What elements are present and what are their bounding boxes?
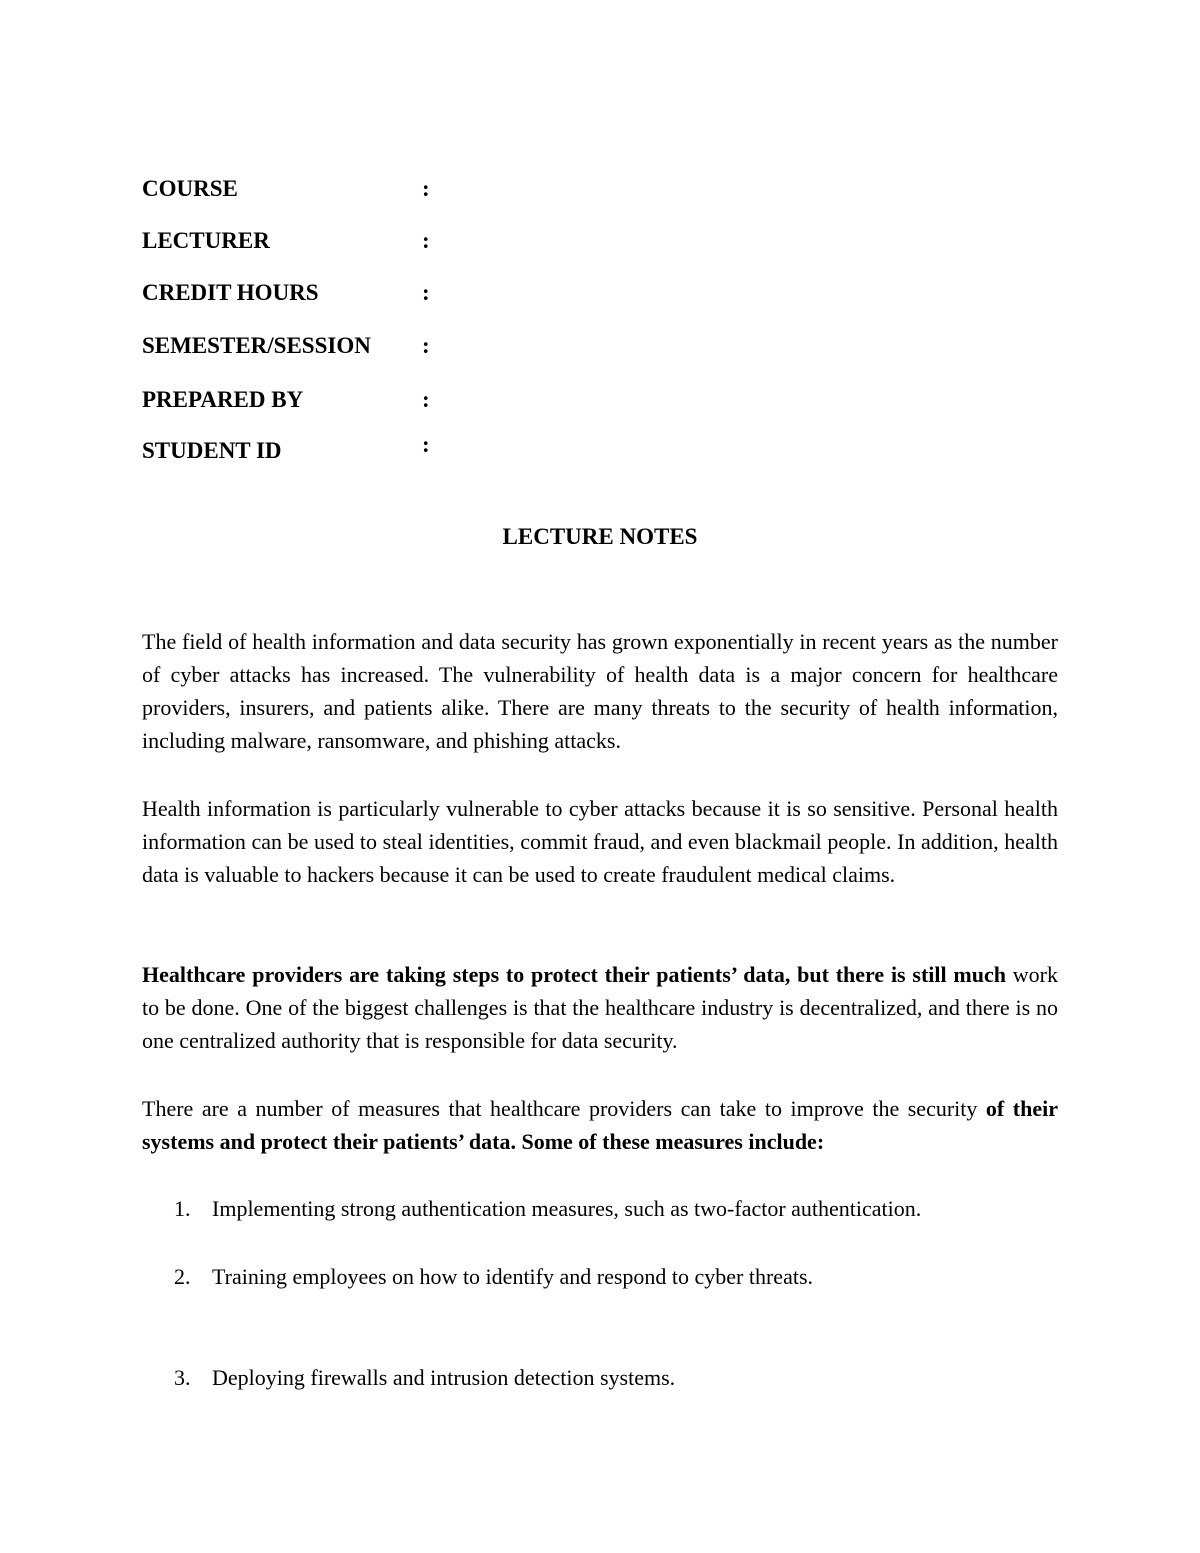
field-label: CREDIT HOURS [142, 280, 319, 305]
field-colon: : [422, 228, 430, 253]
list-text: Deploying firewalls and intrusion detection systems. [212, 1365, 676, 1390]
paragraph-challenges [142, 958, 1058, 1057]
list-number: 2. [174, 1264, 191, 1289]
list-number: 3. [174, 1365, 191, 1390]
field-colon: : [422, 280, 430, 305]
field-colon: : [422, 387, 430, 412]
field-colon: : [422, 176, 430, 201]
paragraph-regular-text: work to be done. One of the biggest challenges is that the healthcare industry is decentralized, and there is no one centralized authority that is responsible for data security. [142, 962, 1058, 1053]
field-label: COURSE [142, 176, 238, 201]
list-text: Training employees on how to identify and respond to cyber threats. [212, 1264, 814, 1289]
field-colon: : [422, 432, 430, 457]
field-colon: : [422, 333, 430, 358]
field-label: PREPARED BY [142, 387, 304, 412]
list-item [174, 1192, 1054, 1225]
paragraph-bold-text: of their systems and protect their patients’ data. Some of these measures include: [142, 1096, 1058, 1154]
field-label: LECTURER [142, 228, 270, 253]
paragraph-intro: The field of health information and data security has grown exponentially in recent years as the number of cyber attacks has increased. The vulnerability of health data is a major concern for healthcare providers, insurers, and patients alike. There are many threats to the security of health information, including malware, ransomware, and phishing attacks. [142, 629, 1058, 753]
paragraph-vulnerability: Health information is particularly vulnerable to cyber attacks because it is so sensitive. Personal health information can be used to steal identities, commit fraud, and even blackmail people. In addition, health data is valuable to hackers because it can be used to create fraudulent medical claims. [142, 796, 1058, 887]
list-text: Implementing strong authentication measures, such as two-factor authentication. [212, 1196, 922, 1221]
field-label: SEMESTER/SESSION [142, 333, 371, 358]
paragraph-bold-text: Healthcare providers are taking steps to protect their patients’ data, but there is still much [142, 962, 1006, 987]
paragraph-measures-intro [142, 1092, 1058, 1158]
list-item [174, 1361, 1054, 1394]
list-number: 1. [174, 1196, 191, 1221]
list-item [174, 1260, 1054, 1293]
paragraph-regular-text: There are a number of measures that healthcare providers can take to improve the security [142, 1096, 978, 1121]
field-label: STUDENT ID [142, 438, 282, 463]
document-title: LECTURE NOTES [502, 524, 698, 549]
